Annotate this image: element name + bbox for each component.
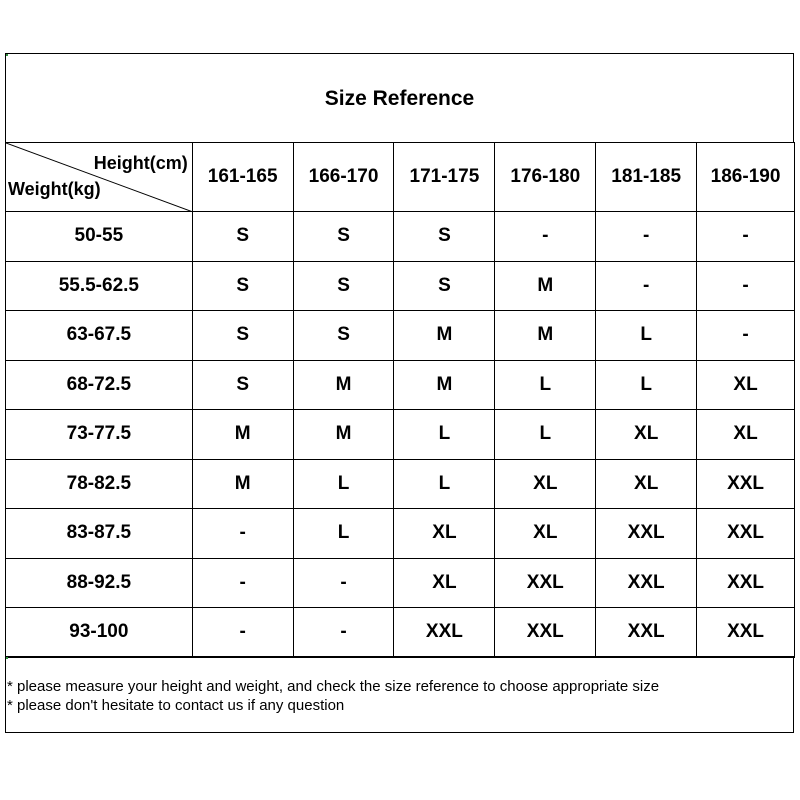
size-cell: M <box>495 311 596 361</box>
size-cell: - <box>697 311 795 361</box>
size-cell: S <box>192 311 293 361</box>
height-col-header: 181-185 <box>596 143 697 212</box>
size-cell: XXL <box>697 459 795 509</box>
title-box <box>5 53 794 143</box>
size-cell: L <box>495 410 596 460</box>
weight-row-header: 83-87.5 <box>6 509 193 559</box>
weight-row-header: 78-82.5 <box>6 459 193 509</box>
size-cell: S <box>293 261 394 311</box>
header-row <box>6 143 795 212</box>
size-cell: M <box>293 410 394 460</box>
size-cell: M <box>192 410 293 460</box>
size-cell: S <box>192 261 293 311</box>
corner-header-cell <box>6 143 193 212</box>
size-cell: L <box>596 360 697 410</box>
height-col-header: 161-165 <box>192 143 293 212</box>
size-cell: M <box>394 311 495 361</box>
size-cell: XXL <box>495 608 596 658</box>
table-row <box>6 608 795 658</box>
size-cell: XXL <box>697 509 795 559</box>
table-row <box>6 509 795 559</box>
weight-row-header: 93-100 <box>6 608 193 658</box>
size-cell: XL <box>697 410 795 460</box>
size-cell: - <box>192 558 293 608</box>
weight-row-header: 50-55 <box>6 212 193 262</box>
size-cell: S <box>394 261 495 311</box>
table-row <box>6 558 795 608</box>
size-cell: XL <box>596 410 697 460</box>
table-row <box>6 410 795 460</box>
size-cell: L <box>394 459 495 509</box>
size-cell: L <box>596 311 697 361</box>
size-cell: L <box>293 459 394 509</box>
table-row <box>6 360 795 410</box>
height-col-header: 171-175 <box>394 143 495 212</box>
size-cell: XXL <box>394 608 495 658</box>
size-cell: XXL <box>495 558 596 608</box>
note-line: * please don't hesitate to contact us if any question <box>7 697 345 714</box>
size-cell: XL <box>596 459 697 509</box>
size-table <box>5 142 795 658</box>
size-cell: - <box>596 261 697 311</box>
weight-row-header: 73-77.5 <box>6 410 193 460</box>
size-cell: S <box>192 360 293 410</box>
size-cell: XXL <box>697 608 795 658</box>
table-row <box>6 459 795 509</box>
table-row <box>6 261 795 311</box>
size-reference-sheet <box>5 53 795 733</box>
size-cell: S <box>293 212 394 262</box>
height-col-header: 166-170 <box>293 143 394 212</box>
weight-row-header: 88-92.5 <box>6 558 193 608</box>
size-cell: - <box>495 212 596 262</box>
height-col-header: 176-180 <box>495 143 596 212</box>
size-cell: S <box>192 212 293 262</box>
notes-box <box>5 656 794 733</box>
height-axis-label: Height(cm) <box>93 153 188 173</box>
size-cell: XXL <box>596 509 697 559</box>
weight-row-header: 55.5-62.5 <box>6 261 193 311</box>
size-cell: M <box>394 360 495 410</box>
size-cell: - <box>192 509 293 559</box>
table-row <box>6 212 795 262</box>
weight-axis-label: Weight(kg) <box>8 179 101 199</box>
size-cell: XL <box>495 459 596 509</box>
size-cell: - <box>293 558 394 608</box>
size-cell: - <box>596 212 697 262</box>
size-cell: S <box>394 212 495 262</box>
size-cell: - <box>293 608 394 658</box>
size-cell: M <box>192 459 293 509</box>
size-cell: XXL <box>596 608 697 658</box>
size-cell: L <box>293 509 394 559</box>
table-row <box>6 311 795 361</box>
height-col-header: 186-190 <box>697 143 795 212</box>
weight-row-header: 68-72.5 <box>6 360 193 410</box>
weight-row-header: 63-67.5 <box>6 311 193 361</box>
size-cell: XL <box>394 558 495 608</box>
size-cell: - <box>697 261 795 311</box>
size-cell: XL <box>394 509 495 559</box>
size-cell: L <box>495 360 596 410</box>
size-cell: L <box>394 410 495 460</box>
size-cell: XXL <box>697 558 795 608</box>
size-cell: S <box>293 311 394 361</box>
size-cell: XL <box>697 360 795 410</box>
size-cell: XXL <box>596 558 697 608</box>
note-line: * please measure your height and weight, and check the size reference to choose appropriate size <box>7 678 660 695</box>
size-cell: XL <box>495 509 596 559</box>
page-title: Size Reference <box>324 87 475 110</box>
size-cell: M <box>293 360 394 410</box>
size-cell: - <box>192 608 293 658</box>
size-cell: M <box>495 261 596 311</box>
size-cell: - <box>697 212 795 262</box>
size-table-body <box>6 212 795 658</box>
